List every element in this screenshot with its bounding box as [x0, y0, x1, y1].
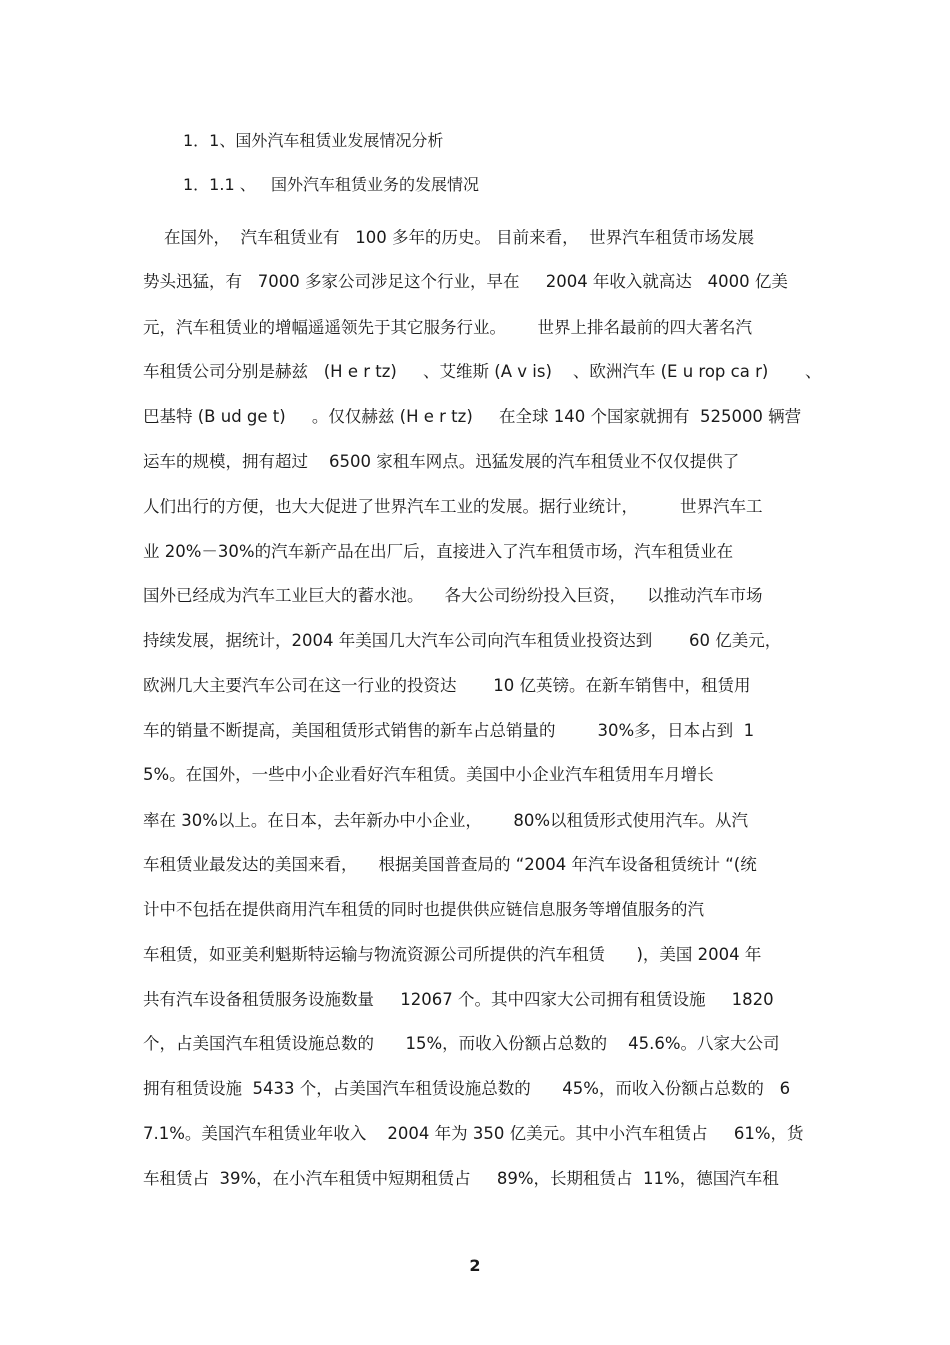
paragraph-line: 5%。在国外，一些中小企业看好汽车租赁。美国中小企业汽车租赁用车月增长 — [143, 765, 714, 784]
subsection-heading: 1．1.1 、 国外汽车租赁业务的发展情况 — [183, 175, 479, 194]
paragraph-line: 计中不包括在提供商用汽车租赁的同时也提供供应链信息服务等增值服务的汽 — [143, 900, 704, 919]
paragraph-line: 车租赁公司分别是赫兹 (H e r tz) 、艾维斯 (A v is) 、欧洲汽车 (E u rop ca r) 、 — [143, 362, 822, 381]
paragraph-line: 巴基特 (B ud ge t) 。仅仅赫兹 (H e r tz) 在全球 140 个国家就拥有 525000 辆营 — [143, 407, 802, 426]
paragraph-line: 拥有租赁设施 5433 个，占美国汽车租赁设施总数的 45%，而收入份额占总数的 6 — [143, 1079, 791, 1098]
paragraph-line: 率在 30%以上。在日本，去年新办中小企业， 80%以租赁形式使用汽车。从汽 — [143, 811, 749, 830]
page-number: 2 — [469, 1256, 481, 1275]
paragraph-line: 车租赁，如亚美利魁斯特运输与物流资源公司所提供的汽车租赁 )，美国 2004 年 — [143, 945, 762, 964]
paragraph-line: 欧洲几大主要汽车公司在这一行业的投资达 10 亿英镑。在新车销售中，租赁用 — [143, 676, 751, 695]
paragraph-line: 运车的规模，拥有超过 6500 家租车网点。迅猛发展的汽车租赁业不仅仅提供了 — [143, 452, 740, 471]
paragraph-line: 共有汽车设备租赁服务设施数量 12067 个。其中四家大公司拥有租赁设施 1820 — [143, 990, 774, 1009]
paragraph-line: 在国外， 汽车租赁业有 100 多年的历史。 目前来看， 世界汽车租赁市场发展 — [143, 228, 755, 247]
paragraph-line: 国外已经成为汽车工业巨大的蓄水池。 各大公司纷纷投入巨资， 以推动汽车市场 — [143, 586, 763, 605]
paragraph-line: 车租赁业最发达的美国来看， 根据美国普查局的 “2004 年汽车设备租赁统计 “(统 — [143, 855, 757, 874]
paragraph-line: 个，占美国汽车租赁设施总数的 15%，而收入份额占总数的 45.6%。八家大公司 — [143, 1034, 780, 1053]
paragraph-line: 车的销量不断提高，美国租赁形式销售的新车占总销量的 30%多，日本占到 1 — [143, 721, 755, 740]
paragraph-line: 人们出行的方便，也大大促进了世界汽车工业的发展。据行业统计， 世界汽车工 — [143, 497, 763, 516]
paragraph-line: 车租赁占 39%，在小汽车租赁中短期租赁占 89%，长期租赁占 11%，德国汽车租 — [143, 1169, 779, 1188]
section-heading: 1．1、国外汽车租赁业发展情况分析 — [183, 131, 444, 150]
paragraph-line: 持续发展，据统计，2004 年美国几大汽车公司向汽车租赁业投资达到 60 亿美元， — [143, 631, 782, 650]
paragraph-line: 7.1%。美国汽车租赁业年收入 2004 年为 350 亿美元。其中小汽车租赁占 61%，货 — [143, 1124, 804, 1143]
paragraph-line: 业 20%－30%的汽车新产品在出厂后，直接进入了汽车租赁市场，汽车租赁业在 — [143, 542, 734, 561]
paragraph-line: 元，汽车租赁业的增幅遥遥领先于其它服务行业。 世界上排名最前的四大著名汽 — [143, 318, 752, 337]
paragraph-line: 势头迅猛，有 7000 多家公司涉足这个行业，早在 2004 年收入就高达 4000 亿美 — [143, 272, 788, 291]
